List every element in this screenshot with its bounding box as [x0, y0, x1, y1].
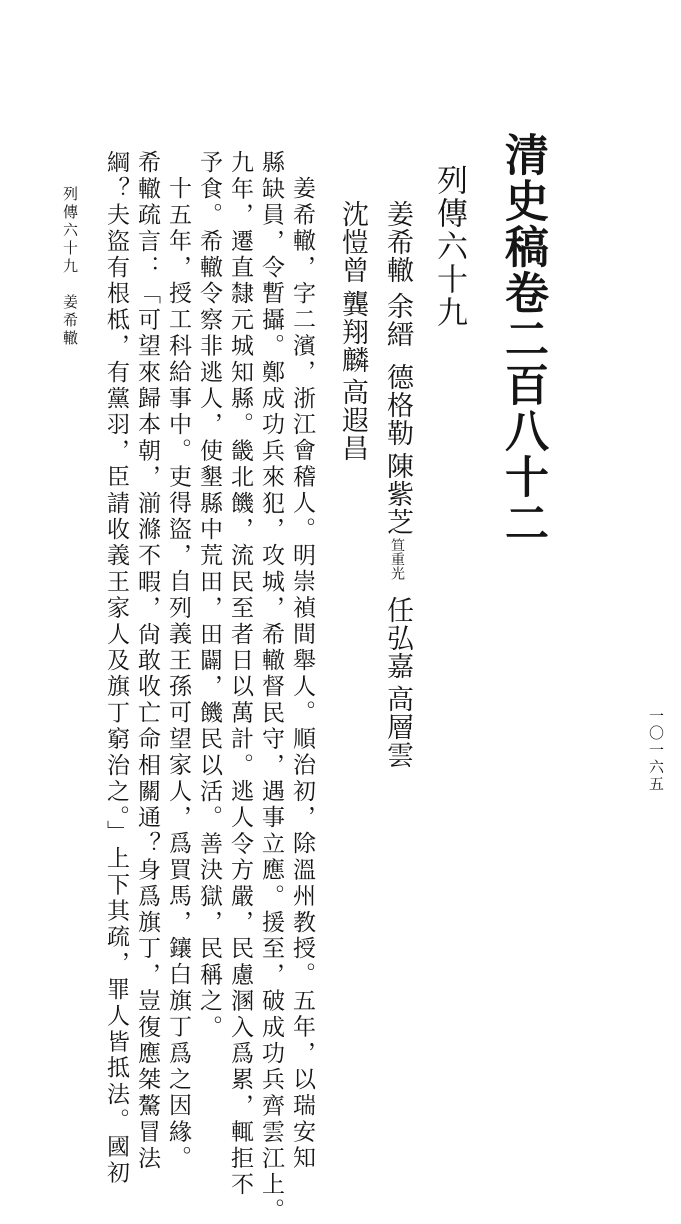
page-number: 一〇一六五 — [647, 708, 665, 793]
body-column-3: 九年，遷直隸元城知縣。畿北饑，流民至者日以萬計。逃人令方嚴，民慮溷入爲累，輒拒不 — [227, 150, 253, 1198]
name-chen-zizhi: 陳紫芝 — [382, 452, 413, 536]
running-header: 列傳六十九 姜希轍 — [61, 186, 79, 348]
name-gao-cengyun: 高層雲 — [382, 685, 413, 769]
chapter-heading: 列傳六十九 — [431, 164, 467, 329]
body-column-6: 希轍疏言：「可望來歸本朝，湔滌不暇，尙敢收亡命相關通？身爲旗丁，豈復應桀驁冒法 — [134, 150, 160, 1172]
body-column-2: 縣缺員，令暫攝。鄭成功兵來犯，攻城，希轍督民守，遇事立應。援至，破成功兵齊雲江上。 — [258, 150, 284, 1224]
name-note-da-chongguang: 笪重光 — [389, 538, 405, 580]
name-gao-xiachang: 高遐昌 — [337, 378, 368, 462]
body-column-7: 綱？夫盜有根柢，有黨羽，臣請收義王家人及旗丁窮治之。」上下其疏，罪人皆抵法。國初 — [103, 150, 129, 1187]
body-column-4: 予食。希轍令察非逃人，使墾縣中荒田，田闢，饑民以活。善決獄，民稱之。 — [196, 150, 222, 1041]
name-ren-hongjia: 任弘嘉 — [382, 596, 413, 680]
name-gong-xianglin: 龔翔麟 — [337, 290, 368, 374]
volume-title: 清史稿卷二百八十二 — [497, 132, 548, 546]
name-jiang-xizhe: 姜希轍 — [382, 200, 413, 284]
name-shen-kaizeng: 沈愷曾 — [337, 200, 368, 284]
body-column-5: 十五年，授工科給事中。吏得盜，自列義王孫可望家人，爲買馬，鑲白旗丁爲之因緣。 — [165, 176, 191, 1172]
name-yu-jin: 余縉 — [382, 292, 413, 348]
body-column-1: 姜希轍，字二濱，浙江會稽人。明崇禎間舉人。順治初，除溫州教授。五年，以瑞安知 — [289, 176, 315, 1172]
name-degele: 德格勒 — [382, 363, 413, 447]
